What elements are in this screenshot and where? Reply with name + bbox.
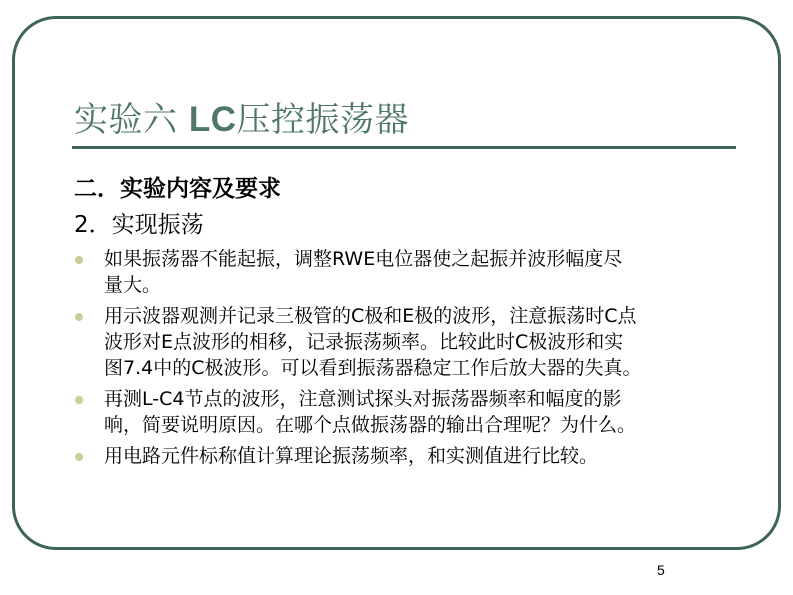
bullet-text: 用示波器观测并记录三极管的C极和E极的波形，注意振荡时C点 波形对E点波形的相移，记录振荡频率。比较此时C极波形和实 图7.4中的C极波形。可以看到振荡器稳定工作后放大器的失真。 (104, 305, 642, 379)
bullet-item (74, 386, 724, 438)
bullet-dot-icon (75, 453, 83, 461)
page-number: 5 (657, 562, 665, 578)
bullet-text: 用电路元件标称值计算理论振荡频率，和实测值进行比较。 (104, 445, 599, 467)
section-heading: 二．实验内容及要求 (74, 176, 281, 202)
slide-title (74, 92, 409, 141)
bullet-dot-icon (75, 396, 83, 404)
bullet-dot-icon (75, 256, 83, 264)
bullet-list (74, 246, 724, 474)
bullet-item (74, 303, 724, 381)
bullet-dot-icon (75, 313, 83, 321)
title-latin: LC (188, 100, 237, 139)
title-divider (72, 146, 736, 149)
bullet-item (74, 246, 724, 298)
subsection-heading: 2．实现振荡 (74, 212, 204, 238)
bullet-text: 如果振荡器不能起振，调整RWE电位器使之起振并波形幅度尽 量大。 (104, 248, 623, 296)
bullet-text: 再测L-C4节点的波形，注意测试探头对振荡器频率和幅度的影 响，简要说明原因。在哪个点做振荡器的输出合理呢？为什么。 (104, 388, 637, 436)
bullet-item (74, 443, 724, 469)
title-suffix: 压控振荡器 (236, 100, 409, 140)
title-prefix: 实验六 (74, 100, 178, 140)
